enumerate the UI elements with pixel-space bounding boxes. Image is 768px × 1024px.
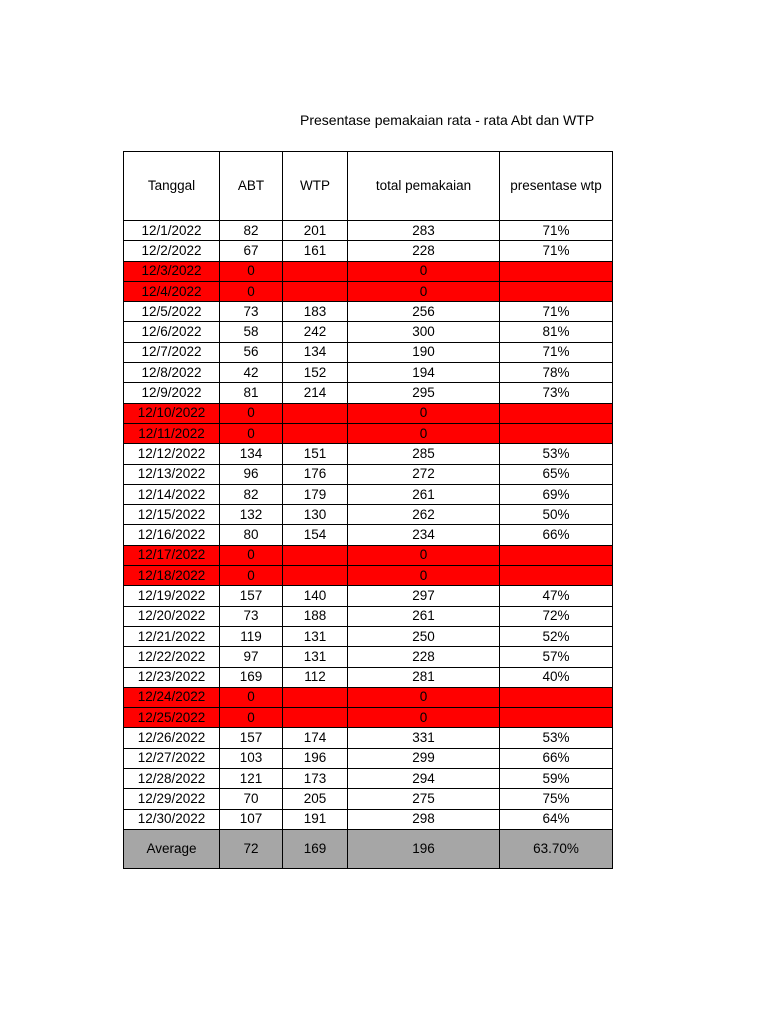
cell-pct: [500, 281, 613, 301]
average-label: Average: [124, 829, 220, 868]
cell-date: 12/5/2022: [124, 302, 220, 322]
cell-total: 295: [348, 383, 500, 403]
table-row: [124, 484, 613, 504]
cell-wtp: 176: [283, 464, 348, 484]
cell-wtp: [283, 708, 348, 728]
cell-abt: 103: [220, 748, 283, 768]
cell-pct: [500, 423, 613, 443]
cell-abt: 0: [220, 545, 283, 565]
table-row: [124, 403, 613, 423]
cell-wtp: [283, 403, 348, 423]
cell-total: 0: [348, 687, 500, 707]
cell-abt: 82: [220, 484, 283, 504]
cell-abt: 119: [220, 626, 283, 646]
cell-total: 194: [348, 363, 500, 383]
table-row: [124, 626, 613, 646]
cell-total: 0: [348, 545, 500, 565]
cell-wtp: 173: [283, 769, 348, 789]
table-row: [124, 444, 613, 464]
average-total: 196: [348, 829, 500, 868]
cell-pct: 71%: [500, 342, 613, 362]
cell-date: 12/23/2022: [124, 667, 220, 687]
table-row: [124, 322, 613, 342]
cell-abt: 0: [220, 708, 283, 728]
header-abt: ABT: [220, 152, 283, 221]
cell-pct: 75%: [500, 789, 613, 809]
table-row: [124, 728, 613, 748]
cell-total: 294: [348, 769, 500, 789]
cell-pct: [500, 708, 613, 728]
table-row: [124, 708, 613, 728]
cell-date: 12/25/2022: [124, 708, 220, 728]
cell-wtp: 179: [283, 484, 348, 504]
cell-wtp: 196: [283, 748, 348, 768]
cell-date: 12/28/2022: [124, 769, 220, 789]
cell-total: 300: [348, 322, 500, 342]
cell-wtp: [283, 261, 348, 281]
table-row: [124, 505, 613, 525]
usage-table: [123, 151, 613, 869]
table-row: [124, 241, 613, 261]
table-row: [124, 789, 613, 809]
cell-abt: 0: [220, 566, 283, 586]
page-title: Presentase pemakaian rata - rata Abt dan WTP: [300, 112, 595, 128]
cell-pct: 53%: [500, 444, 613, 464]
cell-abt: 121: [220, 769, 283, 789]
cell-abt: 82: [220, 221, 283, 241]
cell-date: 12/11/2022: [124, 423, 220, 443]
cell-abt: 157: [220, 586, 283, 606]
cell-pct: [500, 687, 613, 707]
cell-date: 12/9/2022: [124, 383, 220, 403]
header-presentase: presentase wtp: [500, 152, 613, 221]
cell-pct: 72%: [500, 606, 613, 626]
cell-date: 12/13/2022: [124, 464, 220, 484]
cell-total: 261: [348, 484, 500, 504]
table-row: [124, 342, 613, 362]
cell-total: 228: [348, 241, 500, 261]
cell-date: 12/30/2022: [124, 809, 220, 829]
cell-wtp: 140: [283, 586, 348, 606]
table-row: [124, 606, 613, 626]
cell-pct: [500, 566, 613, 586]
cell-wtp: 183: [283, 302, 348, 322]
cell-date: 12/10/2022: [124, 403, 220, 423]
cell-total: 261: [348, 606, 500, 626]
cell-total: 272: [348, 464, 500, 484]
table-body: [124, 221, 613, 830]
cell-pct: 66%: [500, 748, 613, 768]
cell-abt: 132: [220, 505, 283, 525]
table-row: [124, 545, 613, 565]
header-wtp: WTP: [283, 152, 348, 221]
cell-pct: 57%: [500, 647, 613, 667]
cell-pct: 66%: [500, 525, 613, 545]
cell-date: 12/19/2022: [124, 586, 220, 606]
cell-date: 12/16/2022: [124, 525, 220, 545]
cell-total: 190: [348, 342, 500, 362]
cell-abt: 0: [220, 403, 283, 423]
cell-date: 12/7/2022: [124, 342, 220, 362]
cell-abt: 56: [220, 342, 283, 362]
cell-date: 12/8/2022: [124, 363, 220, 383]
cell-wtp: 151: [283, 444, 348, 464]
cell-abt: 107: [220, 809, 283, 829]
cell-wtp: 130: [283, 505, 348, 525]
cell-wtp: [283, 687, 348, 707]
cell-pct: 59%: [500, 769, 613, 789]
cell-date: 12/6/2022: [124, 322, 220, 342]
cell-abt: 0: [220, 281, 283, 301]
cell-pct: [500, 545, 613, 565]
cell-wtp: 214: [283, 383, 348, 403]
cell-pct: 65%: [500, 464, 613, 484]
cell-wtp: 161: [283, 241, 348, 261]
cell-date: 12/21/2022: [124, 626, 220, 646]
cell-abt: 80: [220, 525, 283, 545]
table-row: [124, 687, 613, 707]
cell-date: 12/1/2022: [124, 221, 220, 241]
cell-wtp: 201: [283, 221, 348, 241]
cell-wtp: 131: [283, 647, 348, 667]
cell-wtp: 191: [283, 809, 348, 829]
cell-wtp: 154: [283, 525, 348, 545]
cell-wtp: 134: [283, 342, 348, 362]
cell-total: 283: [348, 221, 500, 241]
cell-abt: 73: [220, 606, 283, 626]
cell-total: 0: [348, 708, 500, 728]
average-pct: 63.70%: [500, 829, 613, 868]
cell-pct: 64%: [500, 809, 613, 829]
cell-date: 12/26/2022: [124, 728, 220, 748]
table-row: [124, 586, 613, 606]
cell-date: 12/4/2022: [124, 281, 220, 301]
table-row: [124, 566, 613, 586]
cell-abt: 0: [220, 423, 283, 443]
cell-wtp: [283, 545, 348, 565]
cell-abt: 0: [220, 687, 283, 707]
header-total: total pemakaian: [348, 152, 500, 221]
cell-pct: [500, 403, 613, 423]
cell-abt: 134: [220, 444, 283, 464]
table-row: [124, 261, 613, 281]
cell-date: 12/29/2022: [124, 789, 220, 809]
cell-total: 275: [348, 789, 500, 809]
cell-total: 331: [348, 728, 500, 748]
cell-pct: 71%: [500, 302, 613, 322]
cell-wtp: 131: [283, 626, 348, 646]
cell-total: 228: [348, 647, 500, 667]
cell-total: 234: [348, 525, 500, 545]
table-row: [124, 647, 613, 667]
header-row: [124, 152, 613, 221]
cell-wtp: 152: [283, 363, 348, 383]
cell-wtp: 112: [283, 667, 348, 687]
cell-wtp: [283, 566, 348, 586]
cell-wtp: 242: [283, 322, 348, 342]
cell-abt: 70: [220, 789, 283, 809]
table-row: [124, 809, 613, 829]
average-row: [124, 829, 613, 868]
average-abt: 72: [220, 829, 283, 868]
table-row: [124, 423, 613, 443]
table-row: [124, 302, 613, 322]
table-row: [124, 383, 613, 403]
cell-pct: 53%: [500, 728, 613, 748]
average-wtp: 169: [283, 829, 348, 868]
cell-pct: 50%: [500, 505, 613, 525]
cell-abt: 73: [220, 302, 283, 322]
cell-abt: 97: [220, 647, 283, 667]
header-tanggal: Tanggal: [124, 152, 220, 221]
cell-total: 298: [348, 809, 500, 829]
cell-total: 0: [348, 403, 500, 423]
cell-pct: 40%: [500, 667, 613, 687]
table-row: [124, 221, 613, 241]
cell-pct: 71%: [500, 221, 613, 241]
table-row: [124, 667, 613, 687]
cell-date: 12/24/2022: [124, 687, 220, 707]
cell-wtp: 174: [283, 728, 348, 748]
cell-date: 12/12/2022: [124, 444, 220, 464]
cell-wtp: [283, 423, 348, 443]
cell-total: 0: [348, 423, 500, 443]
cell-date: 12/2/2022: [124, 241, 220, 261]
cell-total: 0: [348, 566, 500, 586]
cell-date: 12/3/2022: [124, 261, 220, 281]
table-row: [124, 363, 613, 383]
cell-abt: 42: [220, 363, 283, 383]
cell-abt: 81: [220, 383, 283, 403]
cell-abt: 67: [220, 241, 283, 261]
table-row: [124, 464, 613, 484]
cell-date: 12/22/2022: [124, 647, 220, 667]
cell-abt: 96: [220, 464, 283, 484]
cell-abt: 58: [220, 322, 283, 342]
cell-wtp: 205: [283, 789, 348, 809]
cell-date: 12/27/2022: [124, 748, 220, 768]
cell-total: 299: [348, 748, 500, 768]
cell-date: 12/20/2022: [124, 606, 220, 626]
cell-total: 0: [348, 281, 500, 301]
cell-pct: 73%: [500, 383, 613, 403]
cell-total: 256: [348, 302, 500, 322]
cell-total: 262: [348, 505, 500, 525]
table-row: [124, 769, 613, 789]
cell-pct: 52%: [500, 626, 613, 646]
cell-total: 281: [348, 667, 500, 687]
cell-pct: 69%: [500, 484, 613, 504]
cell-wtp: [283, 281, 348, 301]
cell-total: 297: [348, 586, 500, 606]
cell-total: 0: [348, 261, 500, 281]
table-row: [124, 748, 613, 768]
cell-abt: 157: [220, 728, 283, 748]
cell-pct: 81%: [500, 322, 613, 342]
cell-pct: 71%: [500, 241, 613, 261]
cell-pct: [500, 261, 613, 281]
cell-date: 12/18/2022: [124, 566, 220, 586]
table-row: [124, 281, 613, 301]
cell-date: 12/15/2022: [124, 505, 220, 525]
cell-total: 285: [348, 444, 500, 464]
cell-date: 12/14/2022: [124, 484, 220, 504]
cell-abt: 169: [220, 667, 283, 687]
cell-abt: 0: [220, 261, 283, 281]
cell-wtp: 188: [283, 606, 348, 626]
cell-total: 250: [348, 626, 500, 646]
cell-date: 12/17/2022: [124, 545, 220, 565]
table-row: [124, 525, 613, 545]
cell-pct: 78%: [500, 363, 613, 383]
cell-pct: 47%: [500, 586, 613, 606]
